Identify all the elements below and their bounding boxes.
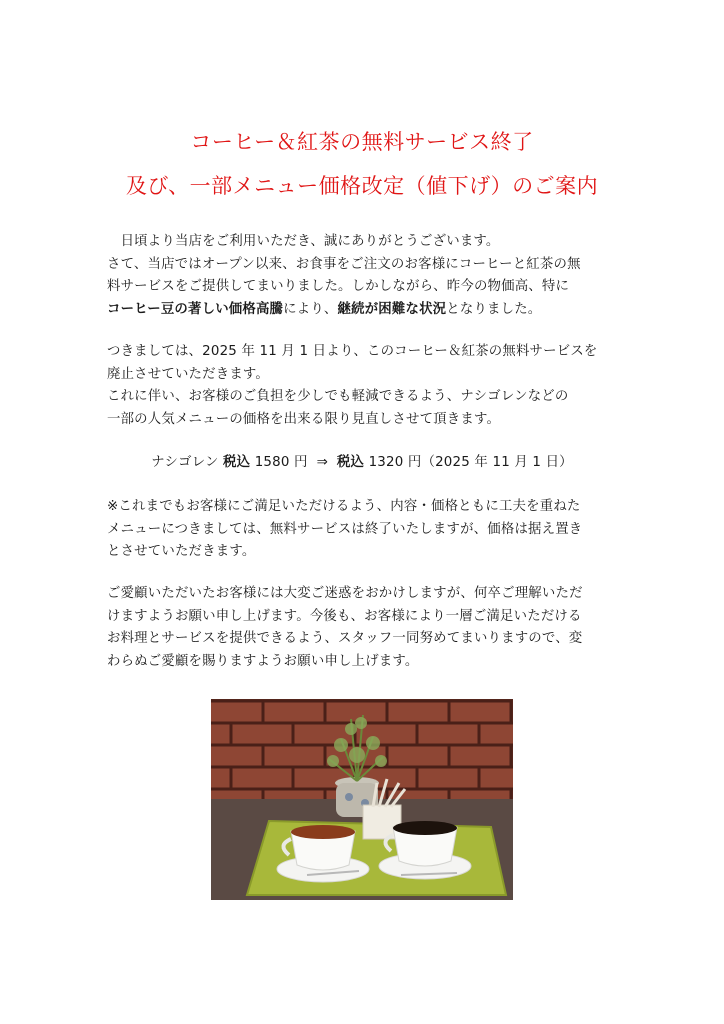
text-line: つきましては、2025 年 11 月 1 日より、このコーヒー＆紅茶の無料サービスを: [107, 344, 598, 359]
bold-phrase-price-surge: コーヒー豆の著しい価格高騰: [107, 301, 284, 317]
text-fragment: により、: [283, 301, 338, 317]
new-price: 1320 円: [368, 455, 422, 470]
text-line: 日頃より当店をご利用いただき、誠にありがとうございます。: [107, 234, 500, 249]
text-line: これに伴い、お客様のご負担を少しでも軽減できるよう、ナシゴレンなどの: [107, 389, 569, 405]
text-line: [107, 299, 627, 322]
text-line: さて、当店ではオープン以来、お食事をご注文のお客様にコーヒーと紅茶の無: [107, 256, 581, 272]
new-price-label: 税込: [336, 455, 365, 470]
paragraph-greeting: [107, 231, 627, 321]
bold-phrase-difficult: 継続が困難な状況: [337, 301, 447, 317]
old-price: 1580 円: [254, 455, 308, 470]
coffee-tea-photo: [211, 699, 513, 900]
paragraph-note: [107, 496, 627, 564]
text-line: ※これまでもお客様にご満足いただけるよう、内容・価格ともに工夫を重ねた: [107, 499, 581, 514]
arrow-icon: ⇒: [316, 455, 328, 470]
text-line: お料理とサービスを提供できるよう、スタッフ一同努めてまいりますので、変: [107, 631, 583, 647]
menu-item-name: ナシゴレン: [151, 455, 219, 470]
paragraph-closing: [107, 583, 627, 673]
price-change-line: [0, 452, 724, 475]
text-fragment: となりました。: [446, 301, 542, 317]
notice-title-line1: コーヒー＆紅茶の無料サービス終了: [190, 130, 534, 154]
text-line: メニューにつきましては、無料サービスは終了いたしますが、価格は据え置き: [107, 521, 583, 537]
notice-title-line2: 及び、一部メニュー価格改定（値下げ）のご案内: [125, 174, 599, 198]
coffee-tea-illustration: [211, 699, 513, 900]
text-line: ご愛顧いただいたお客様には大変ご迷惑をおかけしますが、何卒ご理解いただ: [107, 586, 583, 601]
text-line: けますようお願い申し上げます。今後も、お客様により一層ご満足いただける: [107, 608, 582, 624]
text-line: とさせていただきます。: [107, 544, 256, 560]
text-line: わらぬご愛顧を賜りますようお願い申し上げます。: [107, 653, 419, 669]
text-line: 廃止させていただきます。: [107, 366, 270, 382]
old-price-label: 税込: [223, 455, 251, 470]
effective-date: （2025 年 11 月 1 日）: [421, 455, 573, 470]
text-line: 一部の人気メニューの価格を出来る限り見直しさせて頂きます。: [107, 411, 501, 427]
paragraph-announcement: [107, 341, 627, 431]
text-line: 料サービスをご提供してまいりました。しかしながら、昨今の物価高、特に: [107, 279, 570, 295]
